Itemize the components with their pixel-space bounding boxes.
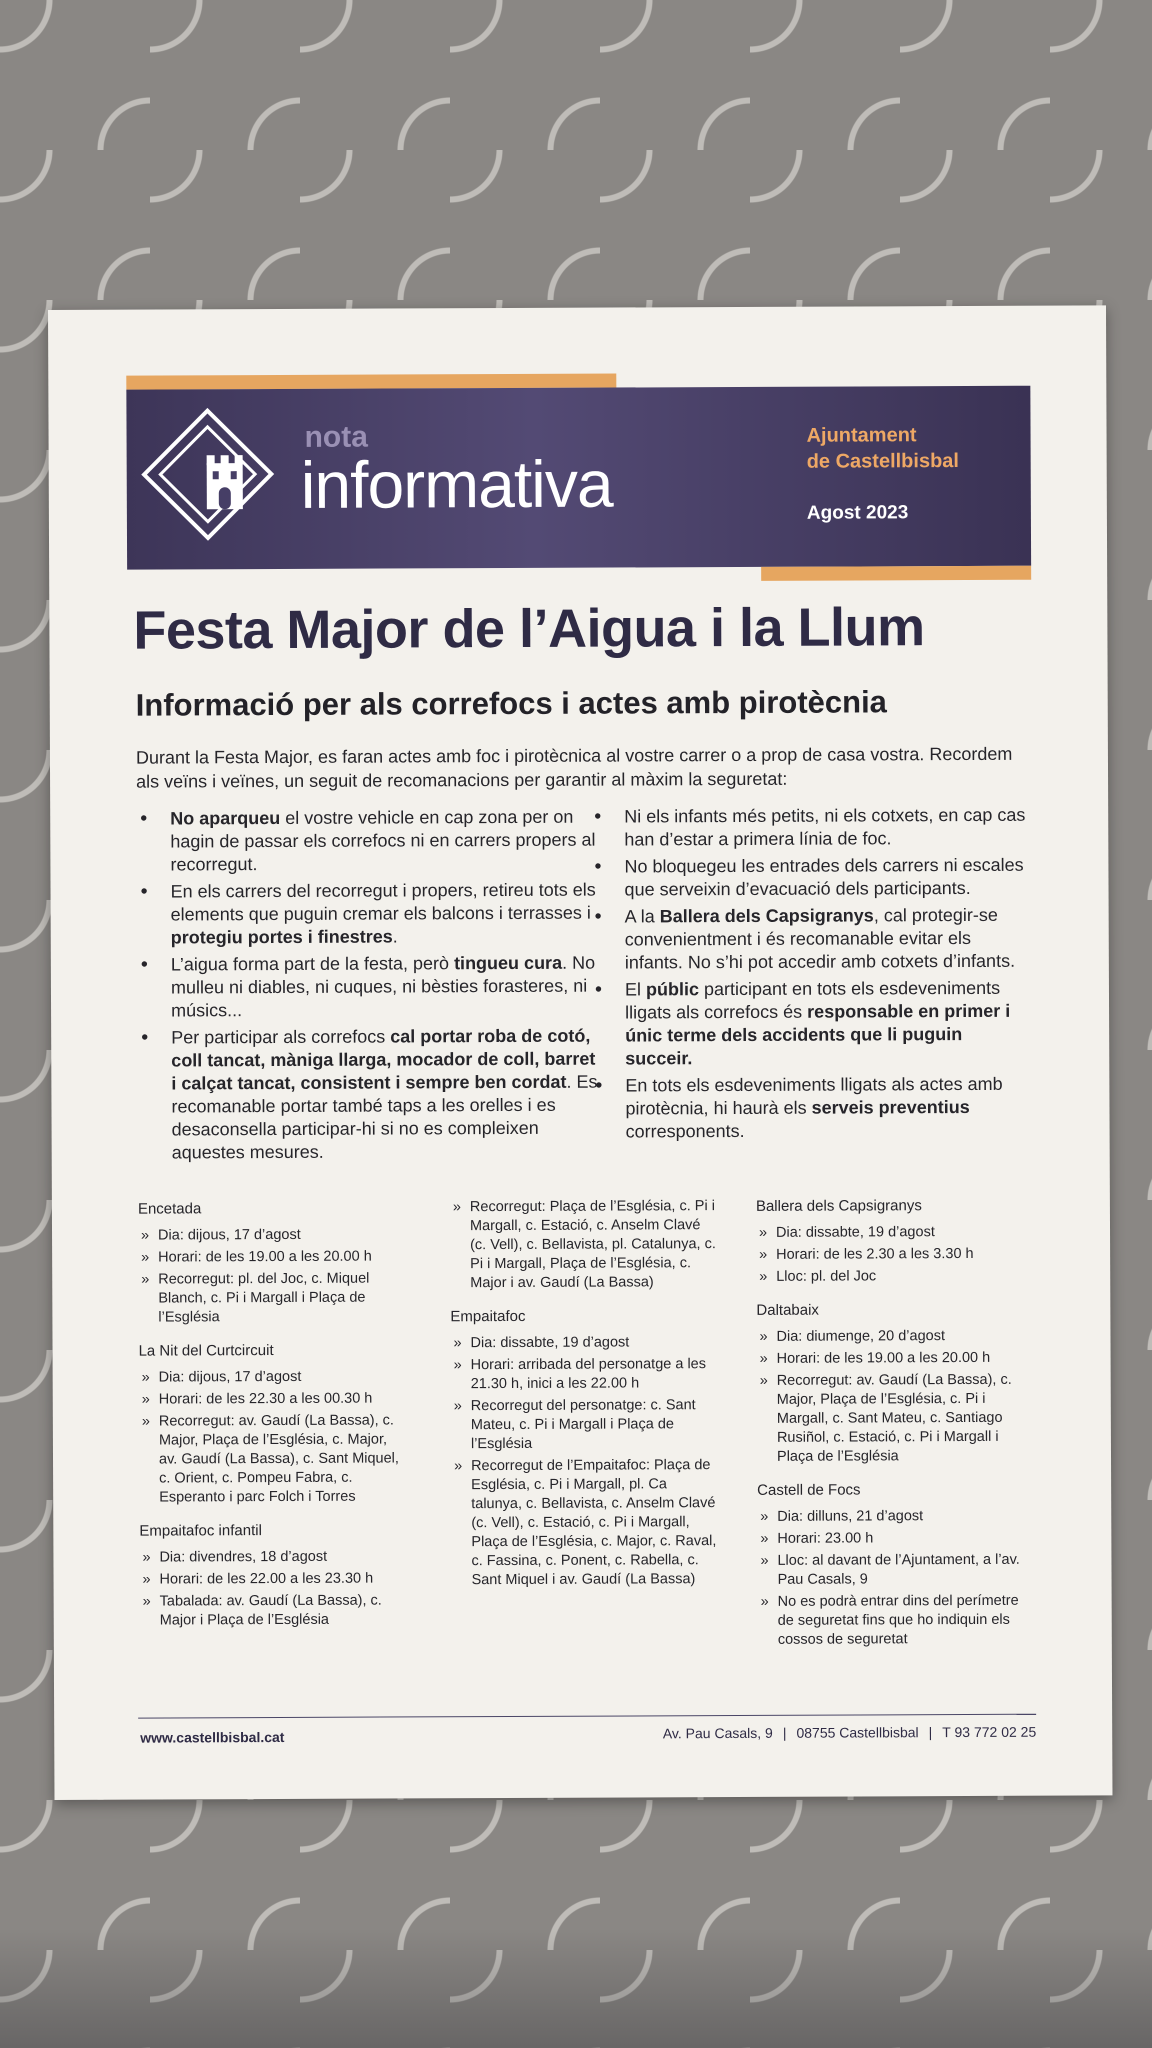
organization-line1: Ajuntament	[806, 424, 917, 447]
recommendation-emphasis: protegiu portes i finestres	[170, 926, 393, 948]
recommendations-right	[590, 804, 1031, 1148]
event-detail: » No es podrà entrar dins del perímetre de seguretat fins que ho indiquin els cossos de seguretat	[758, 1592, 1036, 1650]
recommendation-item	[591, 904, 1031, 975]
header-informativa: informativa	[300, 446, 613, 522]
event-detail: » Recorregut de l’Empaitafoc: Plaça de Església, c. Pi i Margall, pl. Ca talunya, c. Bellavista, c. Anselm Clavé (c. Vell), c. Estació, c. Pi i Margall, Plaça de l’Església, c. Major, c. Raval, c. Fassina, c. Ponent, c. Rabella, c. Sant Miquel i av. Gaudí (La Bassa)	[451, 1456, 720, 1590]
recommendation-emphasis: tingueu cura	[453, 952, 563, 974]
recommendation-emphasis: No aparqueu	[170, 807, 281, 829]
event-detail: » Recorregut del personatge: c. Sant Mateu, c. Pi i Margall i Plaça de l’Església	[451, 1396, 719, 1454]
footer-divider	[138, 1714, 1036, 1719]
event-detail: » Dia: dissabte, 19 d’agost	[756, 1223, 1034, 1243]
recommendation-item	[590, 804, 1030, 852]
event-detail: » Tabalada: av. Gaudí (La Bassa), c. Major i Plaça de l’Església	[140, 1591, 408, 1630]
footer-phone: T 93 772 02 25	[942, 1723, 1037, 1741]
event-detail: » Dia: dijous, 17 d’agost	[138, 1225, 406, 1245]
schedule-column-2	[450, 1197, 720, 1593]
recommendation-text: Ni els infants més petits, ni els cotxets, en cap cas han d’estar a primera línia de foc.	[624, 804, 1026, 850]
event-title: Encetada	[137, 1200, 202, 1218]
intro-paragraph: Durant la Festa Major, es faran actes amb foc i pirotècnica al vostre carrer o a prop de casa vostra. Recordem als veïns i veïnes, un seguit de recomanacions per garantir al màxim la seguretat:	[135, 743, 1013, 792]
event-detail: » Lloc: al davant de l’Ajuntament, a l’av. Pau Casals, 9	[757, 1551, 1035, 1590]
event-detail: » Horari: de les 19.00 a les 20.00 h	[757, 1349, 1035, 1369]
recommendation-text: corresponents.	[625, 1120, 745, 1142]
event-title: Ballera dels Capsigranys	[755, 1197, 922, 1215]
recommendation-emphasis: responsable en primer i únic terme dels accidents que li puguin succeir.	[625, 1000, 1011, 1069]
page-subtitle: Informació per als correfocs i actes amb pirotècnia	[135, 684, 887, 723]
recommendation-emphasis: Ballera dels Capsigranys	[659, 905, 874, 927]
event-detail: » Recorregut: av. Gaudí (La Bassa), c. Major, Plaça de l’Església, c. Pi i Margall, c. Sant Mateu, c. Santiago Rusiñol, c. Estació, c. Pi i Margall i Plaça de l’Església	[757, 1371, 1035, 1467]
recommendation-item	[137, 952, 603, 1023]
event-detail: » Horari: 23.00 h	[757, 1529, 1035, 1549]
event-detail: » Horari: de les 22.00 a les 23.30 h	[140, 1569, 408, 1589]
floor-shadow	[0, 1928, 1152, 2048]
recommendation-text: el vostre vehicle en cap zona per on hagin de passar els correfocs ni en carrers propers al recorregut.	[170, 806, 596, 875]
header-nota: nota	[304, 420, 368, 454]
recommendation-text: . No mulleu ni diables, ni cuques, ni bèsties forasteres, ni músics...	[170, 952, 596, 1021]
event-detail: » Recorregut: Plaça de l’Església, c. Pi i Margall, c. Estació, c. Anselm Clavé (c. Vell), c. Bellavista, pl. Catalunya, c. Pi i Margall, Plaça de l’Església, c. Major i av. Gaudí (La Bassa)	[450, 1197, 718, 1293]
recommendation-text: participant en tots els esdeveniments lligats als correfocs és	[625, 977, 1001, 1023]
recommendation-item	[591, 977, 1031, 1071]
event-detail: » Dia: dissabte, 19 d’agost	[450, 1333, 718, 1353]
recommendation-item	[136, 806, 602, 877]
recommendation-emphasis: serveis preventius	[811, 1096, 970, 1118]
event-detail: » Dia: dilluns, 21 d’agost	[757, 1507, 1035, 1527]
header-accent-bottom	[761, 566, 1031, 581]
recommendation-item	[590, 854, 1030, 902]
event-detail: » Horari: arribada del personatge a les 21.30 h, inici a les 22.00 h	[451, 1355, 719, 1394]
event-detail: » Dia: divendres, 18 d’agost	[139, 1547, 407, 1567]
recommendation-item	[136, 879, 602, 950]
recommendation-item	[137, 1025, 604, 1165]
footer-postal: 08755 Castellbisbal	[796, 1724, 919, 1741]
recommendation-text: No bloquegeu les entrades dels carrers ni escales que serveixin d’evacuació dels participants.	[624, 854, 1024, 900]
recommendation-text: El	[624, 979, 647, 1000]
flyer-page	[48, 305, 1112, 1800]
recommendation-text: En tots els esdeveniments lligats als actes amb pirotècnia, hi haurà els	[625, 1073, 1003, 1119]
page-title: Festa Major de l’Aigua i la Llum	[133, 597, 925, 661]
event-title: Daltabaix	[756, 1301, 819, 1319]
footer-address: Av. Pau Casals, 9	[662, 1724, 773, 1742]
header-date: Agost 2023	[806, 502, 909, 524]
schedule-column-3	[756, 1196, 1036, 1653]
recommendation-text: .	[392, 926, 398, 947]
event-title: Empaitafoc infantil	[139, 1522, 262, 1540]
event-detail: » Lloc: pl. del Joc	[756, 1267, 1034, 1287]
recommendation-text: , cal protegir-se convenientment i és recomanable evitar els infants. No s’hi pot accedir amb cotxets d’infants.	[624, 904, 1016, 973]
footer-website: www.castellbisbal.cat	[140, 1728, 285, 1746]
recommendation-text: Per participar als correfocs	[171, 1026, 391, 1048]
recommendation-text: L’aigua forma part de la festa, però	[170, 953, 455, 975]
recommendation-text: . Es recomanable portar també taps a les orelles i es desaconsella participar-hi si no es compleixen aquestes mesures.	[171, 1071, 598, 1163]
recommendation-text: A la	[624, 906, 660, 927]
recommendation-emphasis: públic	[645, 979, 700, 1000]
event-detail: » Horari: de les 19.00 a les 20.00 h	[138, 1247, 406, 1267]
event-detail: » Dia: dijous, 17 d’agost	[139, 1367, 407, 1387]
recommendation-text: En els carrers del recorregut i propers, retireu tots els elements que puguin cremar els balcons i terrasses i	[170, 879, 596, 925]
footer-contact: Av. Pau Casals, 9 | 08755 Castellbisbal | T 93 772 02 25	[662, 1723, 1037, 1742]
event-detail: » Horari: de les 2.30 a les 3.30 h	[756, 1245, 1034, 1265]
schedule-column-1	[138, 1198, 408, 1633]
event-detail: » Horari: de les 22.30 a les 00.30 h	[139, 1389, 407, 1409]
organization-line2: de Castellbisbal	[806, 450, 959, 473]
recommendation-item	[591, 1073, 1031, 1144]
event-detail: » Dia: diumenge, 20 d’agost	[756, 1327, 1034, 1347]
event-title: La Nit del Curtcircuit	[138, 1342, 274, 1360]
recommendations-left	[136, 806, 604, 1169]
event-detail: » Recorregut: av. Gaudí (La Bassa), c. Major, Plaça de l’Església, c. Major, av. Gaudí (La Bassa), c. Sant Miquel, c. Orient, c. Pompeu Fabra, c. Esperanto i parc Folch i Torres	[139, 1411, 407, 1507]
header-organization	[806, 422, 1006, 475]
castle-icon	[177, 437, 273, 533]
event-detail: » Recorregut: pl. del Joc, c. Miquel Blanch, c. Pi i Margall i Plaça de l’Església	[138, 1269, 406, 1327]
event-title: Castell de Focs	[757, 1481, 861, 1499]
event-title: Empaitafoc	[450, 1307, 526, 1326]
recommendation-emphasis: cal portar roba de cotó, coll tancat, màniga llarga, mocador de coll, barret i calçat tancat, consistent i sempre ben cordat	[171, 1025, 596, 1094]
